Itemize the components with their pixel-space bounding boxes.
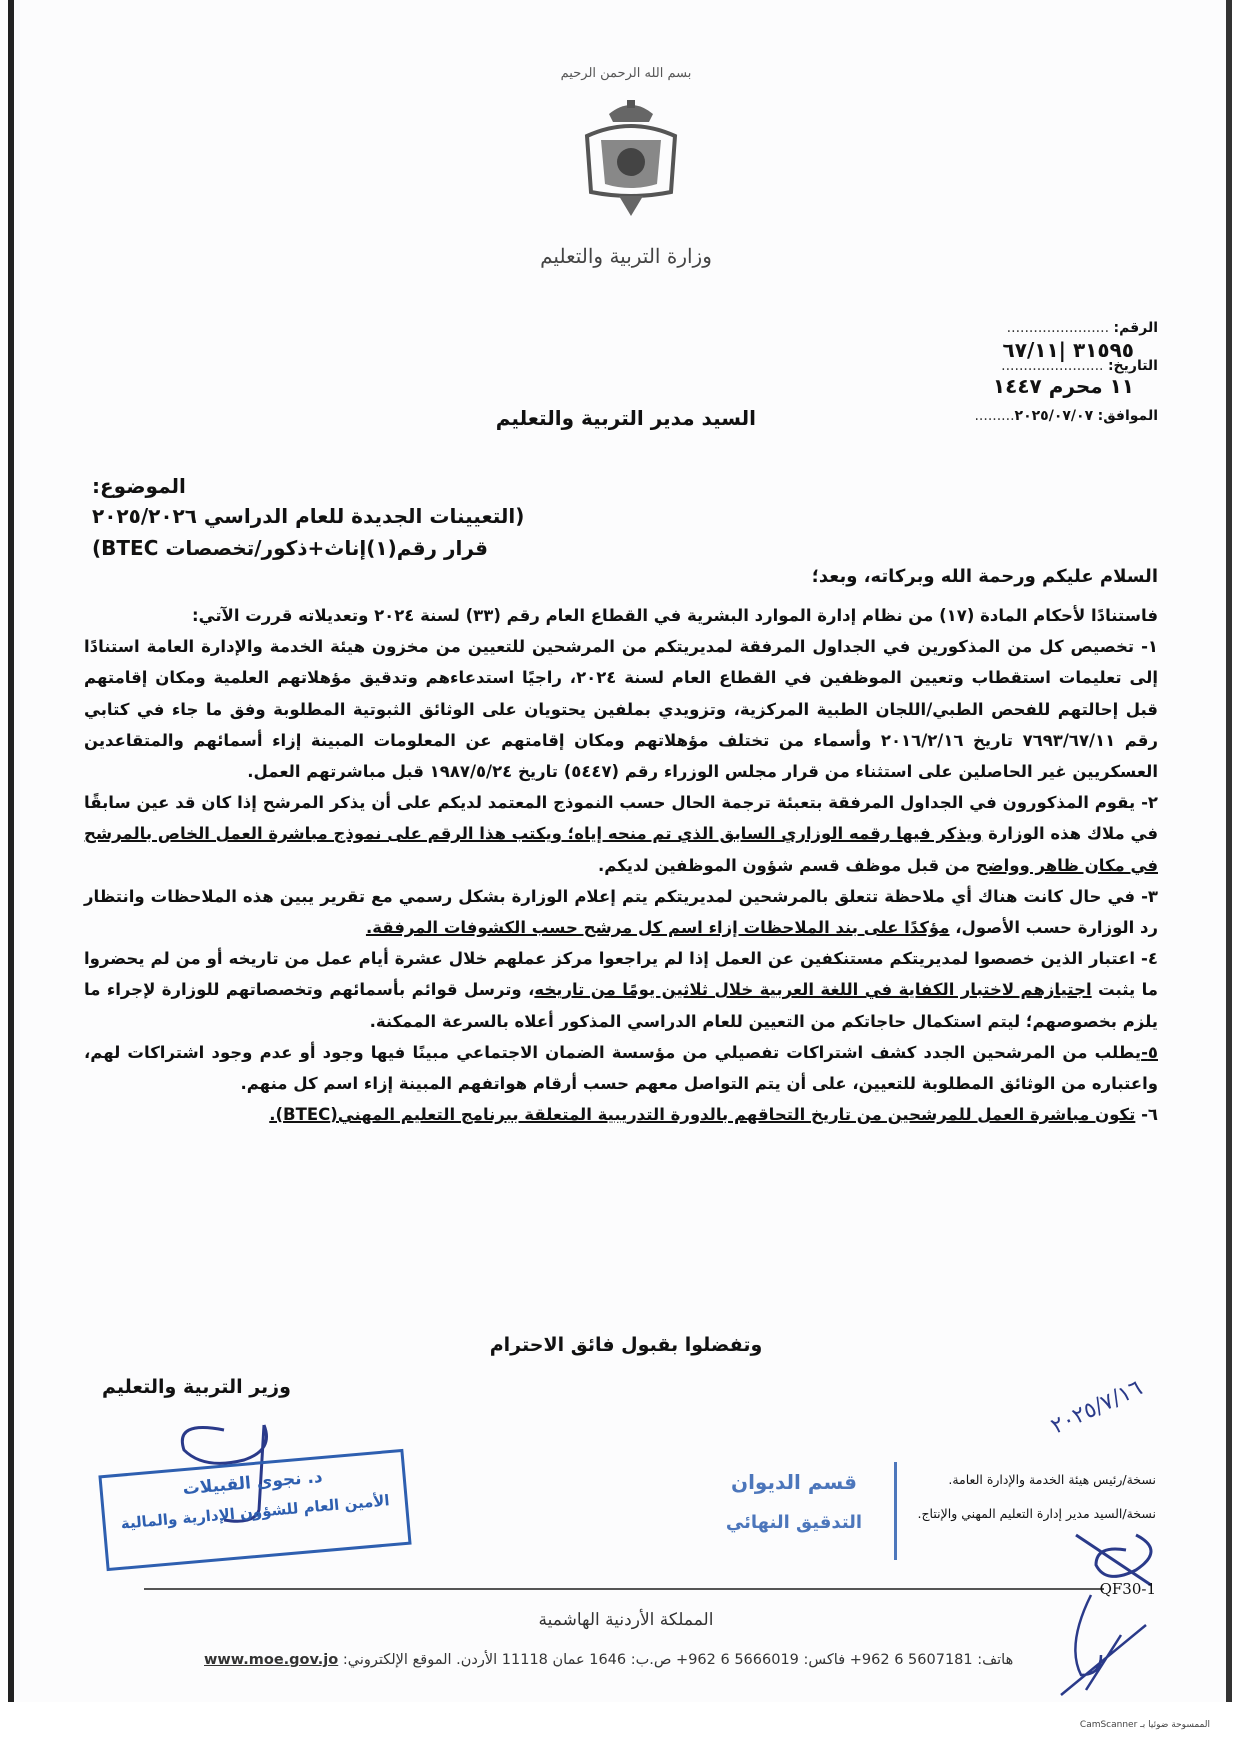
copy-recipient-2: نسخة/السيد مدير إدارة التعليم المهني والإنتاج. bbox=[917, 1506, 1156, 1521]
underlined-text: تكون مباشرة العمل للمرشحين من تاريخ التحاقهم بالدورة التدريبية المتعلقة ببرنامج التعليم المهني(BTEC). bbox=[269, 1105, 1136, 1125]
body-paragraph bbox=[84, 600, 1158, 631]
signatory-title: وزير التربية والتعليم bbox=[102, 1376, 291, 1398]
paragraph-text: من قبل موظف قسم شؤون الموظفين لديكم. bbox=[598, 855, 976, 875]
reference-number-label: الرقم: ....................... bbox=[1006, 320, 1158, 336]
paragraph-text: يطلب من المرشحين الجدد كشف اشتراكات تفصيلي من مؤسسة الضمان الاجتماعي مبينًا فيها وجود أو عدم وجود اشتراكات لهم، واعتباره من الوثائق المطلوبة للتعيين، على أن يتم التواصل معهم حسب أرقام هواتفهم المبينة إزاء اسم كل منهم. bbox=[84, 1042, 1158, 1094]
subject-line-2: قرار رقم(١)إناث+ذكور/تخصصات BTEC) bbox=[92, 536, 488, 560]
reference-number: ٣١٥٩٥ |٦٧/١١ bbox=[1002, 338, 1134, 362]
underlined-text: مؤكدًا على بند الملاحظات إزاء اسم كل مرشح حسب الكشوفات المرفقة. bbox=[365, 918, 950, 938]
body-paragraph bbox=[84, 631, 1158, 787]
greeting: السلام عليكم ورحمة الله وبركاته، وبعد؛ bbox=[811, 566, 1158, 587]
secretary-general-stamp bbox=[98, 1449, 411, 1571]
copy-recipient-1: نسخة/رئيس هيئة الخدمة والإدارة العامة. bbox=[948, 1472, 1156, 1487]
paragraph-text: فاستنادًا لأحكام المادة (١٧) من نظام إدارة الموارد البشرية في القطاع العام رقم (٣٣) لسنة ٢٠٢٤ وتعديلاته قررت الآتي: bbox=[192, 606, 1158, 625]
paragraph-text: ، وترسل قوائم بأسمائهم وتخصصاتهم للوزارة لإجراء ما يلزم بخصوصهم؛ ليتم استكمال حاجاتكم من التعيين للعام الدراسي المذكور أعلاه بالسرعة الممكنة. bbox=[84, 980, 1158, 1031]
gregorian-date: ٢٠٢٥/٠٧/٠٧ bbox=[1014, 408, 1094, 424]
subject-label: الموضوع: bbox=[92, 474, 186, 498]
footer-contact bbox=[204, 1652, 1013, 1668]
stamp-title: الأمين العام للشؤون الإدارية والمالية bbox=[120, 1491, 391, 1533]
date-label-row: التاريخ: ....................... bbox=[1001, 358, 1158, 374]
paragraph-text: ٤- اعتبار الذين خصصوا لمديريتكم مستنكفين عن العمل إذا لم يراجعوا مركز عملهم خلال عشرة أيام عمل من تاريخه أو من لم يحضروا ما يثبت bbox=[84, 949, 1159, 1000]
letter-page bbox=[8, 0, 1232, 1702]
subject-line-1: (التعيينات الجديدة للعام الدراسي ٢٠٢٥/٢٠٢٦ bbox=[92, 504, 525, 528]
jordan-emblem-icon bbox=[579, 96, 683, 220]
footer-website-link[interactable]: www.moe.gov.jo bbox=[204, 1652, 339, 1668]
footer-divider bbox=[144, 1588, 1104, 1590]
paragraph-text: ١- تخصيص كل من المذكورين في الجداول المرفقة لمديريتكم من المرشحين للتعيين من مخزون هيئة الخدمة والإدارة العامة استنادًا إلى تعليمات استقطاب وتعيين الموظفين في القطاع العام لسنة ٢٠٢٤، راجيًا استدعاءهم وتدقيق مؤهلاتهم العلمية ومكان إقامتهم قبل إحالتهم للفحص الطبي/اللجان الطبية المركزية، وتزويدي بملفين يحتويان على الوثائق الثبوتية المطلوبة وفق ما جاء في كتابي رقم ٧٦٩٣/٦٧/١١ تاريخ ٢٠١٦/٢/١٦ وأسماء من تختلف مؤهلاتهم ومكان إقامتهم عن المعلومات المبينة إزاء أسمائهم والمتقاعدين العسكريين غير الحاصلين على استثناء من قرار مجلس الوزراء رقم (٥٤٤٧) تاريخ ١٩٨٧/٥/٢٤ قبل مباشرتهم العمل. bbox=[84, 637, 1158, 782]
handwritten-date: ٢٠٢٥/٧/١٦ bbox=[1047, 1375, 1147, 1440]
underlined-text: ويذكر فيها رقمه الوزاري السابق الذي تم منحه إياه؛ ويكتب هذا الرقم على نموذج مباشرة العمل الخاص بالمرشح في مكان ظاهر وواضح bbox=[84, 824, 1158, 875]
body-paragraph bbox=[84, 1099, 1158, 1130]
form-code: QF30-1 bbox=[1099, 1580, 1156, 1598]
body-paragraph bbox=[84, 881, 1158, 943]
paragraph-text: ٢- يقوم المذكورون في الجداول المرفقة بتعبئة ترجمة الحال حسب النموذج المعتمد لديكم على أن يذكر المرشح إذا كان قد عين سابقًا في ملاك هذه الوزارة bbox=[84, 793, 1158, 844]
audit-stamp-line-1: قسم الديوان bbox=[731, 1470, 857, 1494]
body-paragraph bbox=[84, 943, 1158, 1037]
body-paragraph bbox=[84, 787, 1158, 881]
footer-kingdom: المملكة الأردنية الهاشمية bbox=[538, 1610, 714, 1630]
letter-body bbox=[84, 600, 1158, 1130]
camscanner-watermark: الممسوحة ضوئيا بـ CamScanner bbox=[1079, 1720, 1210, 1730]
footer-contact-text: هاتف: 5607181 6 962+ فاكس: 5666019 6 962+ ص.ب: 1646 عمان 11118 الأردن. الموقع الإلكتروني: bbox=[338, 1652, 1014, 1668]
underlined-text: اجتيازهم لاختبار الكفاية في اللغة العربية خلال ثلاثين يومًا من تاريخه bbox=[534, 980, 1092, 1000]
paragraph-text: ٣- في حال كانت هناك أي ملاحظة تتعلق بالمرشحين لمديريتكم يتم إعلام الوزارة بشكل رسمي مع تقرير يبين هذه الملاحظات وانتظار رد الوزارة حسب الأصول، bbox=[84, 886, 1158, 938]
stamp-name: د. نجوى القبيلات bbox=[181, 1467, 324, 1500]
paragraph-text: ٦- bbox=[1135, 1105, 1158, 1125]
ministry-name: وزارة التربية والتعليم bbox=[540, 244, 712, 268]
body-paragraph bbox=[84, 1037, 1158, 1099]
addressee: السيد مدير التربية والتعليم bbox=[495, 406, 756, 430]
date-label: التاريخ: bbox=[1107, 358, 1158, 374]
audit-stamp-line-2: التدقيق النهائي bbox=[725, 1512, 863, 1533]
basmala: بسم الله الرحمن الرحيم bbox=[560, 66, 692, 81]
underlined-text: ٥- bbox=[1141, 1042, 1158, 1062]
audit-stamp bbox=[694, 1462, 897, 1560]
gregorian-label: الموافق: bbox=[1097, 408, 1158, 424]
hijri-date: ١١ محرم ١٤٤٧ bbox=[992, 374, 1134, 398]
ref-number-label: الرقم: bbox=[1113, 320, 1158, 336]
closing: وتفضلوا بقبول فائق الاحترام bbox=[489, 1334, 763, 1356]
gregorian-date-row: الموافق: ٢٠٢٥/٠٧/٠٧......... bbox=[974, 408, 1158, 424]
